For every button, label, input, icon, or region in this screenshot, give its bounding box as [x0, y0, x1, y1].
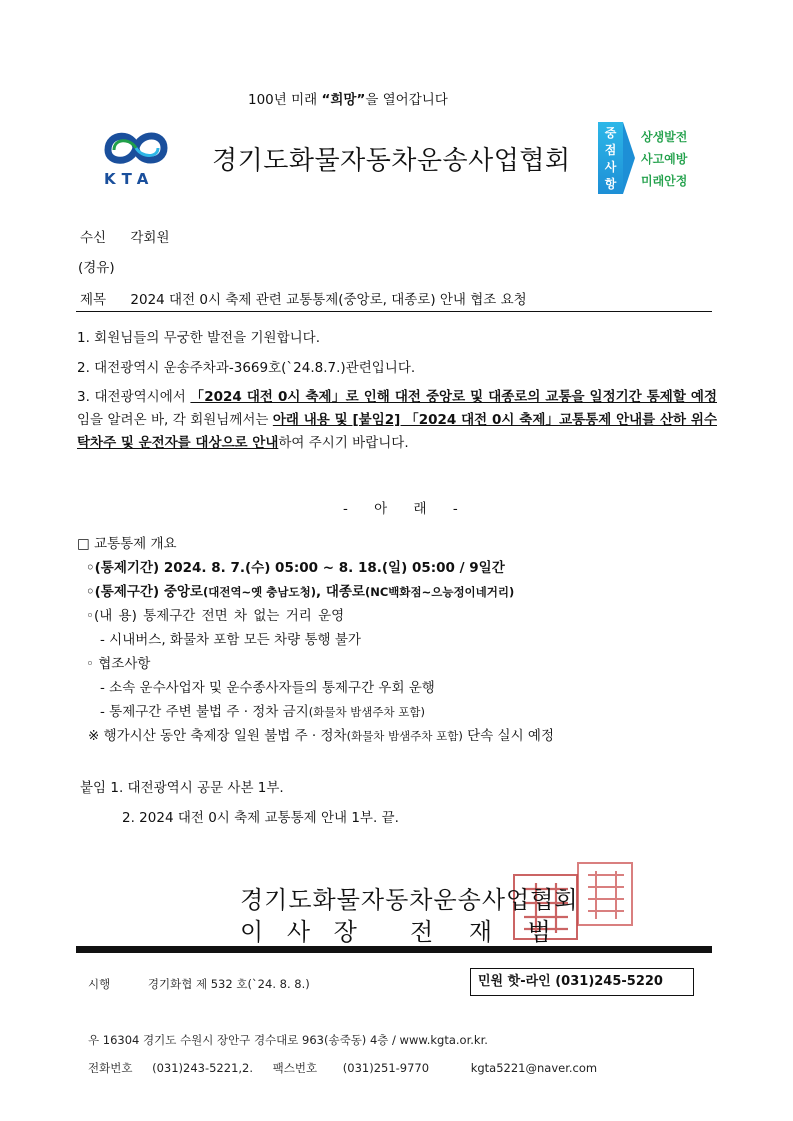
cooperation-title: ◦ 협조사항: [86, 656, 151, 672]
section-title: □ 교통통제 개요: [77, 536, 177, 552]
signature-title: 이 사 장: [240, 918, 358, 946]
signature-org: 경기도화물자동차운송사업협회: [240, 886, 579, 914]
footer-divider: [76, 946, 712, 953]
via-row: (경유): [78, 260, 115, 276]
recipient-label: 수신: [80, 230, 107, 246]
tel-value: (031)243-5221,2.: [152, 1061, 254, 1075]
attachment-2: 2. 2024 대전 0시 축제 교통통제 안내 1부. 끝.: [122, 810, 399, 826]
signature-name: 전 재 범: [410, 918, 552, 946]
official-seal-outer: [577, 862, 633, 926]
below-heading: - 아 래 -: [343, 501, 458, 517]
subject-label: 제목: [80, 292, 107, 308]
hotline-box: 민원 핫-라인 (031)245-5220: [470, 968, 694, 996]
attachment-1: 붙임 1. 대전광역시 공문 사본 1부.: [80, 780, 284, 796]
subject-row: [80, 288, 527, 308]
org-title: 경기도화물자동차운송사업협회: [212, 146, 571, 176]
motto-2: 사고예방: [641, 152, 688, 166]
control-content-sub: - 시내버스, 화물차 포함 모든 차량 통행 불가: [100, 632, 361, 648]
cooperation-item-1: - 소속 운수사업자 및 운수종사자들의 통제구간 우회 운행: [100, 680, 435, 696]
subject-value: 2024 대전 0시 축제 관련 교통통제(중앙로, 대종로) 안내 협조 요청: [130, 292, 527, 308]
contact-row: [88, 1060, 597, 1076]
cooperation-item-2: - 통제구간 주변 불법 주 · 정차 금지(화물차 밤샘주차 포함): [100, 704, 425, 720]
seal-pattern-icon: [582, 867, 630, 923]
logo-text: KTA: [104, 170, 155, 188]
badge-arrow-icon: [623, 122, 635, 194]
recipient-value: 각회원: [130, 230, 170, 246]
recipient-row: [80, 226, 170, 246]
paragraph-1: 1. 회원님들의 무궁한 발전을 기원합니다.: [77, 330, 320, 346]
issue-value: 경기화협 제 532 호(`24. 8. 8.): [147, 977, 310, 991]
divider: [76, 311, 712, 312]
focus-badge: 중 점 사 항: [598, 122, 623, 194]
motto-1: 상생발전: [641, 130, 688, 144]
fax-value: (031)251-9770: [342, 1061, 430, 1075]
motto-3: 미래안정: [641, 174, 688, 188]
address-row: 우 16304 경기도 수원시 장안구 경수대로 963(송죽동) 4층 / www.kgta.or.kr.: [88, 1033, 488, 1047]
paragraph-2: 2. 대전광역시 운송주차과-3669호(`24.8.7.)관련입니다.: [77, 360, 416, 376]
issue-label: 시행: [88, 977, 111, 991]
control-zone: ◦(통제구간) 중앙로(대전역~옛 충남도청), 대종로(NC백화점~으능정이네거리): [86, 584, 515, 600]
paragraph-3: 3. 대전광역시에서 「2024 대전 0시 축제」로 인해 대전 중앙로 및 대종로의 교통을 일정기간 통제할 예정임을 알려온 바, 각 회원님께서는 아래 내용 및 [붙임2] 「2024 대전 0시 축제」교통통제 안내를 산하 위수탁차주 및 운전자를 대상으로 안내하여 주시기 바랍니다.: [77, 389, 717, 451]
control-period: ◦(통제기간) 2024. 8. 7.(수) 05:00 ~ 8. 18.(일) 05:00 / 9일간: [86, 560, 505, 576]
tel-label: 전화번호: [88, 1061, 133, 1075]
issue-row: [88, 976, 310, 992]
control-content: ◦(내 용) 통제구간 전면 차 없는 거리 운영: [86, 608, 345, 624]
slogan: 100년 미래 “희망”을 열어갑니다: [248, 92, 448, 108]
enforcement-note: ※ 행가시산 동안 축제장 일원 불법 주 · 정차(화물차 밤샘주차 포함) 단속 실시 예정: [88, 728, 554, 744]
email-value: kgta5221@naver.com: [470, 1061, 598, 1075]
fax-label: 팩스번호: [272, 1061, 318, 1075]
